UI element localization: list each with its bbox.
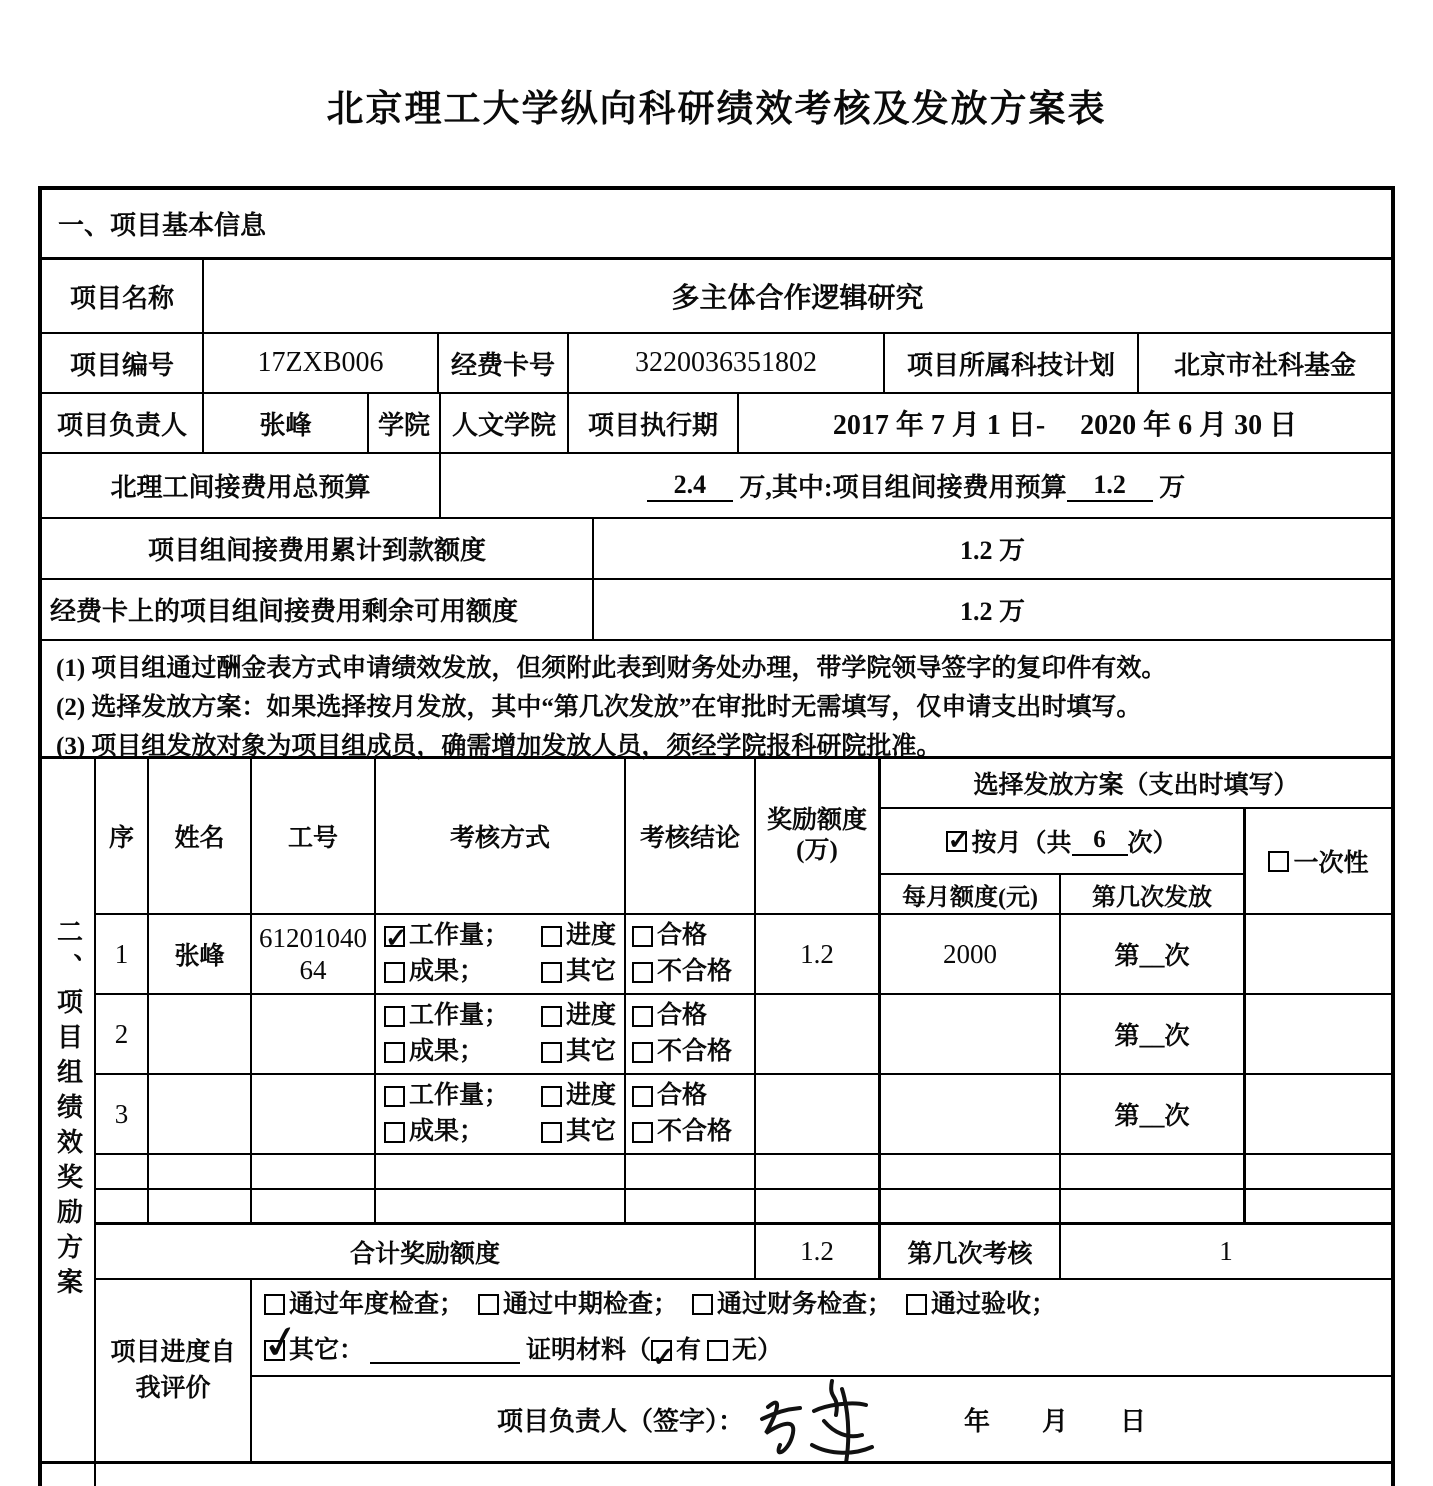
budget-label: 北理工间接费用总预算 (42, 454, 441, 517)
empty-cell (1061, 1190, 1246, 1225)
evidence-yes-checkbox[interactable] (651, 1340, 672, 1361)
section2-grid (42, 759, 1391, 1464)
total-award-value: 1.2 (756, 1225, 881, 1280)
period-value: 2017 年 7 月 1 日- 2020 年 6 月 30 日 (832, 410, 1298, 441)
row2-progress-checkbox[interactable] (541, 1006, 562, 1027)
leader-label: 项目负责人 (42, 394, 204, 452)
col-header-nth-payment: 第几次发放 (1061, 875, 1246, 915)
midterm-check-checkbox[interactable] (478, 1294, 499, 1315)
budget-mid-text: 万,其中:项目组间接费用预算 (739, 473, 1067, 502)
note-2: (2) 选择发放方案：如果选择按月发放，其中“第几次发放”在审批时无需填写，仅申请支出时填写。 (56, 694, 1142, 721)
row1-name: 张峰 (149, 915, 252, 995)
project-number-row (42, 334, 1391, 394)
empty-cell (149, 1190, 252, 1225)
note-1: (1) 项目组通过酬金表方式申请绩效发放，但须附此表到财务处办理，带学院领导签字的复印件有效。 (56, 655, 1167, 682)
row3-name (149, 1075, 252, 1155)
row3-pass-checkbox[interactable] (632, 1086, 653, 1107)
empty-cell (756, 1155, 881, 1190)
row1-award: 1.2 (756, 915, 881, 995)
budget-row (42, 454, 1391, 519)
notes-block (42, 641, 1180, 760)
budget-value (441, 454, 1391, 517)
row2-once-cell (1246, 995, 1391, 1075)
row3-award (756, 1075, 881, 1155)
empty-cell (881, 1190, 1061, 1225)
row2-fail-checkbox[interactable] (632, 1042, 653, 1063)
signature-row (252, 1377, 1391, 1464)
other-blank-line (370, 1338, 520, 1364)
monthly-suffix: 次） (1127, 830, 1178, 857)
empty-cell (96, 1190, 149, 1225)
row2-name (149, 995, 252, 1075)
annual-check-checkbox[interactable] (264, 1294, 285, 1315)
row3-empno (252, 1075, 376, 1155)
period-label: 项目执行期 (569, 394, 739, 452)
self-eval-checks: 通过年度检查； 通过中期检查； 通过财务检查； 通过验收； ✓ 其它： 证明材料（ ✓ 有 无 ） (252, 1280, 1391, 1377)
col-header-conclusion: 考核结论 (626, 759, 756, 915)
empty-cell (149, 1155, 252, 1190)
received-label: 项目组间接费用累计到款额度 (42, 519, 594, 578)
row3-progress-checkbox[interactable] (541, 1086, 562, 1107)
signature-date-blank: 年 月 日 (964, 1406, 1147, 1436)
empty-cell (881, 1155, 1061, 1190)
empty-cell (626, 1190, 756, 1225)
row2-method: 工作量； 进度 成果； 其它 (376, 995, 626, 1075)
leader-value: 张峰 (204, 394, 369, 452)
project-number-label: 项目编号 (42, 334, 204, 392)
empty-cell (1246, 1190, 1391, 1225)
project-number-value: 17ZXB006 (204, 334, 439, 392)
empty-cell (252, 1155, 376, 1190)
row1-once-cell (1246, 915, 1391, 995)
remaining-label: 经费卡上的项目组间接费用剩余可用额度 (42, 580, 594, 639)
once-option-cell (1246, 809, 1391, 915)
empty-cell (376, 1190, 626, 1225)
row3-nth-payment: 第__次 (1061, 1075, 1246, 1155)
row3-monthly-amount (881, 1075, 1061, 1155)
row3-other-checkbox[interactable] (541, 1122, 562, 1143)
empty-cell (626, 1155, 756, 1190)
row2-nth-payment: 第__次 (1061, 995, 1246, 1075)
row1-method: ✓ 工作量； 进度 成果； 其它 (376, 915, 626, 995)
program-label: 项目所属科技计划 (885, 334, 1139, 392)
signature-label: 项目负责人（签字）： (496, 1406, 744, 1436)
row2-workload-checkbox[interactable] (384, 1006, 405, 1027)
row1-pass-checkbox[interactable] (632, 926, 653, 947)
row3-conclusion: 合格 不合格 (626, 1075, 756, 1155)
monthly-checkbox[interactable] (946, 831, 967, 852)
empty-cell (756, 1190, 881, 1225)
row3-fail-checkbox[interactable] (632, 1122, 653, 1143)
self-eval-label: 项目进度自我评价 (96, 1280, 252, 1464)
form-table (38, 186, 1395, 1486)
college-value: 人文学院 (441, 394, 569, 452)
row1-conclusion: 合格 不合格 (626, 915, 756, 995)
empty-cell (1246, 1155, 1391, 1190)
remaining-value: 1.2 万 (959, 597, 1025, 626)
page-title: 北京理工大学纵向科研绩效考核及发放方案表 (326, 89, 1107, 130)
col-header-monthly-amount: 每月额度(元) (881, 875, 1061, 915)
row1-result-checkbox[interactable] (384, 962, 405, 983)
budget-unit-text: 万 (1159, 473, 1186, 502)
fund-card-value: 3220036351802 (569, 334, 885, 392)
row2-other-checkbox[interactable] (541, 1042, 562, 1063)
college-label: 学院 (369, 394, 441, 452)
total-award-label: 合计奖励额度 (96, 1225, 756, 1280)
monthly-times: 6 (1072, 826, 1128, 856)
project-leader-row (42, 394, 1391, 454)
nth-assessment-label: 第几次考核 (881, 1225, 1061, 1280)
received-row (42, 519, 1391, 580)
nth-assessment-value: 1 (1061, 1225, 1391, 1280)
col-header-award: 奖励额度 (万) (756, 759, 881, 915)
finance-check-checkbox[interactable] (692, 1294, 713, 1315)
section2-side-label: 二、项目组绩效奖励方案 (42, 759, 96, 1464)
row3-result-checkbox[interactable] (384, 1122, 405, 1143)
row2-pass-checkbox[interactable] (632, 1006, 653, 1027)
col-header-name: 姓名 (149, 759, 252, 915)
section1-heading-row (42, 190, 1391, 260)
row1-other-checkbox[interactable] (541, 962, 562, 983)
row3-workload-checkbox[interactable] (384, 1086, 405, 1107)
monthly-prefix: 按月（共 (971, 830, 1072, 857)
row1-workload-checkbox[interactable] (384, 926, 405, 947)
empty-cell (1061, 1155, 1246, 1190)
row2-result-checkbox[interactable] (384, 1042, 405, 1063)
row2-monthly-amount (881, 995, 1061, 1075)
budget-group-blank: 1.2 (1067, 470, 1153, 502)
budget-total-blank: 2.4 (647, 470, 733, 502)
row3-method: 工作量； 进度 成果； 其它 (376, 1075, 626, 1155)
fund-card-label: 经费卡号 (439, 334, 569, 392)
notes-row (42, 641, 1391, 759)
row3-seq: 3 (96, 1075, 149, 1155)
acceptance-check-checkbox[interactable] (906, 1294, 927, 1315)
row1-fail-checkbox[interactable] (632, 962, 653, 983)
evidence-no-checkbox[interactable] (707, 1340, 728, 1361)
row2-conclusion: 合格 不合格 (626, 995, 756, 1075)
project-name-label: 项目名称 (42, 260, 204, 332)
row1-monthly-amount: 2000 (881, 915, 1061, 995)
project-name-value: 多主体合作逻辑研究 (671, 283, 924, 314)
empty-cell (96, 1155, 149, 1190)
col-header-seq: 序 (96, 759, 149, 915)
plan-header: 选择发放方案（支出时填写） (881, 759, 1391, 809)
row2-award (756, 995, 881, 1075)
leader-signature (754, 1377, 884, 1464)
other-check-checkbox[interactable] (264, 1340, 285, 1361)
received-value: 1.2 万 (959, 536, 1025, 565)
section1-heading: 一、项目基本信息 (58, 211, 267, 240)
monthly-option-cell (881, 809, 1246, 875)
project-name-row (42, 260, 1391, 334)
empty-cell (376, 1155, 626, 1190)
col-header-empno: 工号 (252, 759, 376, 915)
row1-seq: 1 (96, 915, 149, 995)
row2-empno (252, 995, 376, 1075)
once-checkbox[interactable] (1268, 851, 1289, 872)
row1-progress-checkbox[interactable] (541, 926, 562, 947)
once-label: 一次性 (1293, 850, 1369, 877)
row3-once-cell (1246, 1075, 1391, 1155)
col-header-method: 考核方式 (376, 759, 626, 915)
row1-nth-payment: 第__次 (1061, 915, 1246, 995)
program-value: 北京市社科基金 (1173, 350, 1356, 380)
note-3: (3) 项目组发放对象为项目组成员，确需增加发放人员，须经学院报科研院批准。 (56, 733, 942, 760)
empty-cell (252, 1190, 376, 1225)
row1-empno: 6120104064 (252, 915, 376, 995)
row2-seq: 2 (96, 995, 149, 1075)
remaining-row (42, 580, 1391, 641)
